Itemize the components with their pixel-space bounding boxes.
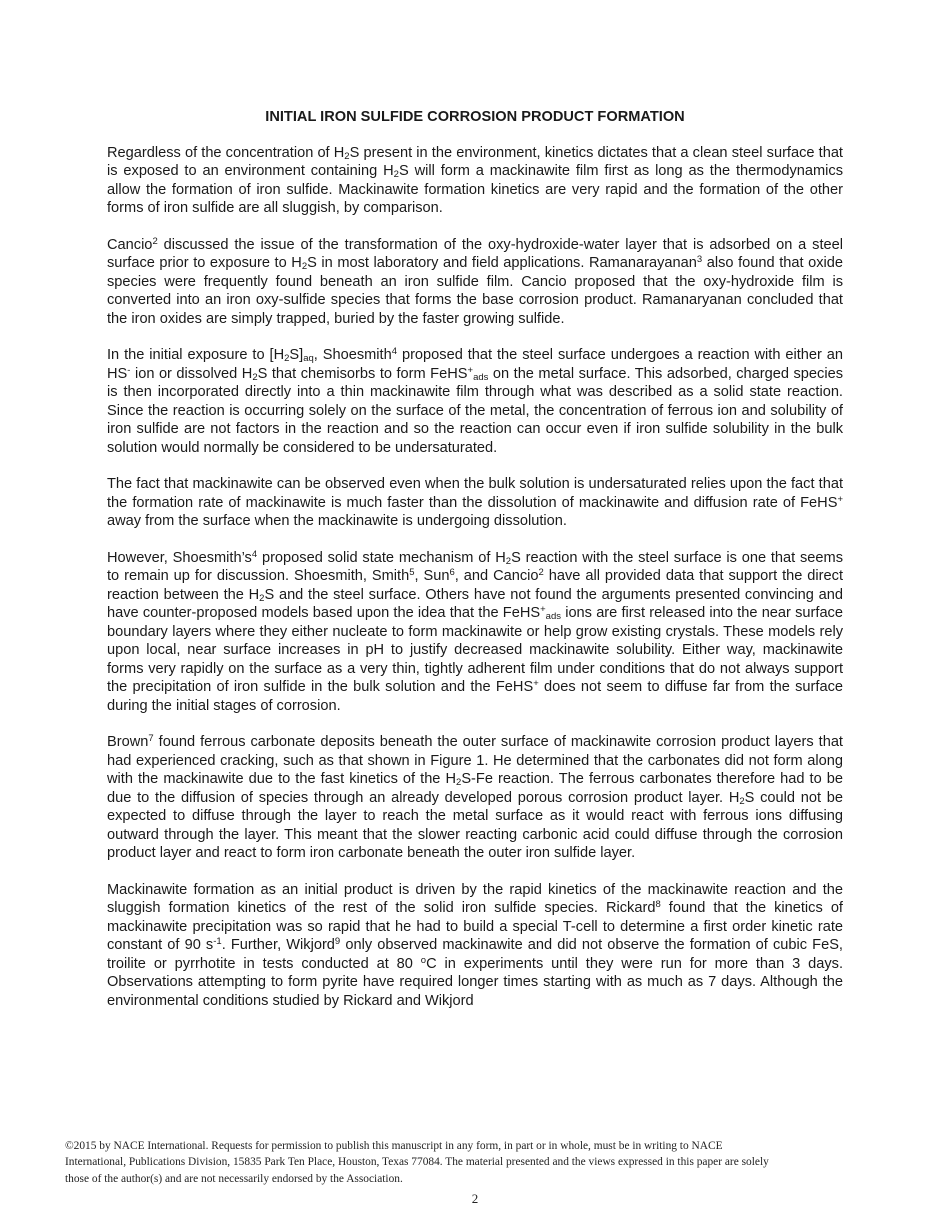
paragraph [107,549,843,716]
paragraph [107,733,843,863]
superscript: 6 [449,567,455,578]
text-run: S present in the environment, kinetics dictates that a clean steel surface that is exposed to an environment containing H [107,144,843,179]
superscript: + [540,604,546,615]
superscript: 3 [696,254,703,265]
subscript: 2 [259,592,265,604]
text-run: away from the surface when the mackinawite is undergoing dissolution. [107,513,567,529]
text-run: found ferrous carbonate deposits beneath the outer surface of mackinawite corrosion product layers that had experienced cracking, such as that shown in Figure 1. He determined that the carbonates did not form along with the mackinawite due to the fast kinetics of the H [107,734,843,787]
page-number: 2 [471,1191,479,1206]
text-run: C in experiments until they were run for more than 3 days. Observations attempting to form pyrite have required longer times starting with as much as 7 days. Although the environmental conditions studied by Rickard and Wikjord [107,955,843,1009]
text-run: Brown [107,734,149,750]
paragraph [107,475,843,531]
text-run: S in most laboratory and field applications. Ramanarayanan [307,255,697,271]
text-run: S] [289,347,304,363]
superscript: 2 [152,235,158,247]
superscript: 5 [409,567,415,578]
superscript: 2 [538,567,544,578]
superscript: 9 [334,936,341,947]
text-run: , and Cancio [454,568,539,584]
superscript: o [420,954,427,966]
text-run: S could not be expected to diffuse through the layer to reach the metal surface as it would react with ferrous ions diffusing outward through the layer. This meant that the slower reacting carbonic acid could diffuse through the corrosion product layer and react to form iron carbonate beneath the outer iron sulfide layer. [107,789,843,861]
text-run: . Further, Wikjord [221,937,335,953]
superscript: 4 [251,548,258,560]
text-run: In the initial exposure to [H [107,347,285,363]
text-run: The fact that mackinawite can be observed even when the bulk solution is undersaturated relies upon the fact that the formation rate of mackinawite is much faster than the dissolution of mackinawite and diffusion rate of FeHS [107,476,843,511]
paragraph [107,346,843,457]
superscript: + [837,493,843,505]
text-run: ion or dissolved H [130,365,253,382]
paragraph [107,236,843,329]
text-run: Cancio [107,236,153,253]
subscript: ads [473,371,489,383]
paragraph [107,144,843,218]
subscript: 2 [505,555,512,567]
text-run: also found that oxide species were frequently found beneath an iron sulfide film. Cancio proposed that the oxy-hydroxide film is converted into an iron oxy-sulfide species that forms the base corrosion product. Ramanaryanan concluded that the iron oxides are simply trapped, buried by the faster growing sulfide. [107,255,843,327]
subscript: 2 [393,169,399,180]
superscript: -1 [213,936,222,947]
text-run: on the metal surface. This adsorbed, charged species is then incorporated directly into a thin mackinawite film through what was described as a solid state reaction. Since the reaction is occurring solely on the surface of the metal, the concentration of ferrous ion and solubility of iron sulfide are not factors in the reaction and so the reaction can occur even if iron sulfide solubility in the bulk solution would normally be considered to be undersaturated. [107,365,843,456]
subscript: 2 [344,150,350,162]
subscript: 2 [252,371,258,383]
text-run: Mackinawite formation as an initial product is driven by the rapid kinetics of the mackinawite reaction and the sluggish formation kinetics of the rest of the solid iron sulfide species. Rickard [107,881,843,916]
subscript: 2 [456,777,462,788]
body-text [107,144,843,1011]
text-run: , Sun [414,568,450,584]
text-run: S that chemisorbs to form FeHS [257,365,468,382]
text-run: Regardless of the concentration of H [107,144,345,161]
text-run: have all provided data that support the direct reaction between the H [107,568,843,603]
text-run: discussed the issue of the transformation of the oxy-hydroxide-water layer that is adsorbed on a steel surface prior to exposure to H [107,236,843,271]
subscript: 2 [301,261,308,272]
text-run: found that the kinetics of mackinawite precipitation was so rapid that he had to build a special T-cell to determine a first order kinetic rate constant of 90 s [107,900,843,953]
text-run: , Shoesmith [313,347,392,363]
text-run: S reaction with the steel surface is one that seems to remain up for discussion. Shoesmith, Smith [107,549,843,584]
text-run: only observed mackinawite and did not observe the formation of cubic FeS, troilite or pyrrhotite in tests conducted at 80 [107,937,843,972]
text-run: proposed that the steel surface undergoes a reaction with either an HS [107,347,844,382]
subscript: ads [545,611,561,622]
text-run: However, Shoesmith’s [107,549,252,566]
text-run: S and the steel surface. Others have not found the arguments presented convincing and have counter-proposed models based upon the idea that the FeHS [107,586,843,621]
text-run: S will form a mackinawite film first as long as the thermodynamics allow the formation of iron sulfide. Mackinawite formation kinetics are very rapid and the formation of the other forms of iron sulfide are all sluggish, by comparison. [107,163,844,216]
superscript: 4 [391,346,398,357]
subscript: aq [303,353,314,364]
subscript: 2 [284,353,290,364]
superscript: 7 [148,733,154,744]
text-run: S-Fe reaction. The ferrous carbonates therefore had to be due to the diffusion of species through an already developed porous corrosion product layer. H [107,771,843,806]
text-run: ions are first released into the near surface boundary layers where they either nucleate to form mackinawite or help grow existing crystals. These models rely upon local, near surface increases in pH to justify decreased mackinawite solubility. Either way, mackinawite forms very rapidly on the surface as a very thin, tightly adherent film under conditions that do not always support the precipitation of iron sulfide in the bulk solution and the FeHS [107,605,843,695]
paragraph [107,881,843,1011]
text-run: does not seem to diffuse far from the surface during the initial stages of corrosion. [107,679,843,714]
page-body [107,108,843,1010]
section-title: INITIAL IRON SULFIDE CORROSION PRODUCT FORMATION [265,109,685,125]
superscript: 8 [655,899,661,910]
superscript: + [467,364,474,376]
superscript: + [533,678,539,689]
copyright-footer: ©2015 by NACE International. Requests for permission to publish this manuscript in any form, in part or in whole, must be in writing to NACE International, Publications Division, 15835 Park Ten Place, Houston, Texas 77084. The material presented and the views expressed in this paper are solely those of the author(s) and are not necessarily endorsed by the Association. [65,1140,769,1185]
subscript: 2 [739,795,745,807]
text-run: proposed solid state mechanism of H [257,549,506,566]
superscript: - [127,364,131,376]
